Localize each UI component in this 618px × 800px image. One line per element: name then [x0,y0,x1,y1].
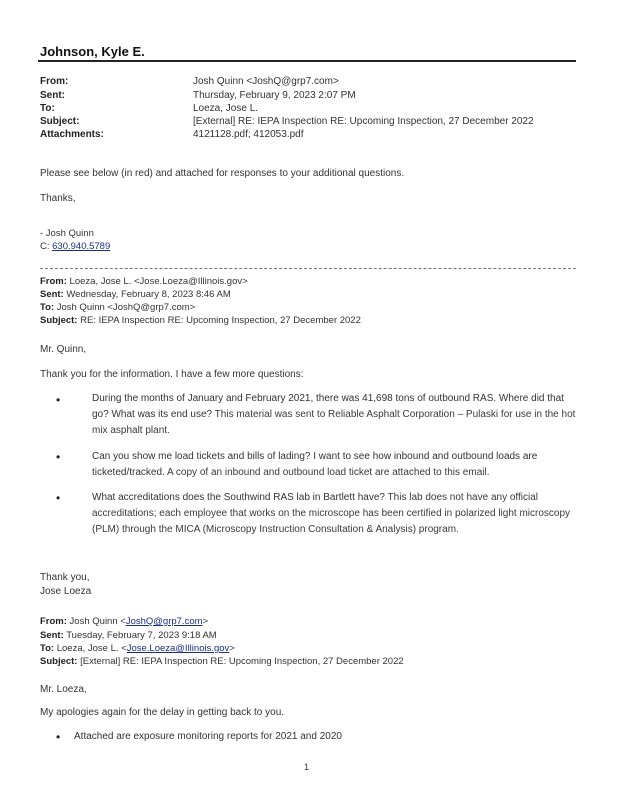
msg3-from-prefix: Josh Quinn < [66,616,126,627]
msg2-to-value: Josh Quinn <JoshQ@grp7.com> [54,302,196,313]
mailbox-owner: Johnson, Kyle E. [40,44,145,59]
msg2-to-label: To: [40,302,55,313]
message-separator [40,268,576,269]
msg2-closing: Thank you, [40,572,90,583]
header-divider [38,60,576,62]
to-value: Loeza, Jose L. [193,103,259,114]
msg2-sent-label: Sent: [40,289,64,300]
msg2-closing-name: Jose Loeza [40,586,92,597]
sent-label: Sent: [40,90,65,101]
signature-name: - Josh Quinn [40,228,94,239]
question-2 [92,449,582,481]
msg3-bullet-text: Attached are exposure monitoring reports for 2021 and 2020 [74,731,342,742]
msg3-greeting: Mr. Loeza, [40,684,87,695]
attachments-value[interactable]: 4121128.pdf; 412053.pdf [193,129,304,140]
msg2-to [40,302,195,313]
bullet-marker: • [56,450,61,464]
msg2-subject [40,315,361,326]
msg3-subject-value: [External] RE: IEPA Inspection RE: Upcoming Inspection, 27 December 2022 [77,656,404,667]
msg3-to [40,643,235,654]
from-value: Josh Quinn <JoshQ@grp7.com> [193,76,339,87]
msg2-intro: Thank you for the information. I have a few more questions: [40,369,304,380]
reply-intro: Please see below (in red) and attached for responses to your additional questions. [40,168,405,179]
msg3-to-email-link[interactable]: Jose.Loeza@Illinois.gov [126,643,230,654]
question-3 [92,490,582,538]
bullet-marker: • [56,730,61,744]
msg3-apology: My apologies again for the delay in getting back to you. [40,707,285,718]
msg2-greeting: Mr. Quinn, [40,344,87,355]
attachments-label: Attachments: [40,129,104,140]
question-2-text: Can you show me load tickets and bills of lading? I want to see how inbound and outbound loads are ticketed/tracked. [92,451,538,478]
msg3-sent [40,630,217,641]
msg2-sent-value: Wednesday, February 8, 2023 8:46 AM [63,289,231,300]
msg2-from-label: From: [40,276,67,287]
to-label: To: [40,103,55,114]
msg3-to-suffix: > [229,643,235,654]
question-1 [92,391,582,439]
bullet-marker: • [56,393,61,407]
question-1-text: During the months of January and February 2021, there was 41,698 tons of outbound RAS. Where did that go? What was its end use? [92,393,564,420]
msg3-to-prefix: Loeza, Jose L. < [54,643,127,654]
page-number: 1 [304,762,310,772]
msg2-from [40,276,248,287]
msg2-subject-value: RE: IEPA Inspection RE: Upcoming Inspection, 27 December 2022 [77,315,361,326]
msg3-subject-label: Subject: [40,656,78,667]
reply-thanks: Thanks, [40,193,76,204]
msg3-from-suffix: > [202,616,209,627]
signature-phone-link[interactable]: 630.940.5789 [52,241,111,252]
msg3-sent-value: Tuesday, February 7, 2023 9:18 AM [63,630,217,641]
answer-2-text: A copy of an inbound and outbound load ticket are attached to this email. [164,467,490,478]
bullet-marker: • [56,491,61,505]
answer-3-text: This lab does not have any official accreditations; each employee that works on the microscope has been certified in polarized light microscopy (PLM) through the MICA (Microscopy Instruction Consultation & Analysis) program. [92,492,571,535]
sent-value: Thursday, February 9, 2023 2:07 PM [193,90,356,101]
msg3-from-label: From: [40,616,67,627]
msg2-from-value: Loeza, Jose L. <Jose.Loeza@Illinois.gov> [66,276,248,287]
answer-1-text: This material was sent to Reliable Asphalt Corporation – Pulaski for use in the hot mix asphalt plant. [92,409,576,436]
signature-phone-line [40,241,110,252]
msg3-from-email-link[interactable]: JoshQ@grp7.com [125,616,203,627]
from-label: From: [40,76,69,87]
msg3-subject [40,656,404,667]
msg3-to-label: To: [40,643,55,654]
msg3-sent-label: Sent: [40,630,64,641]
signature-phone-prefix: C: [40,241,53,252]
subject-value: [External] RE: IEPA Inspection RE: Upcoming Inspection, 27 December 2022 [193,116,534,127]
subject-label: Subject: [40,116,80,127]
msg2-sent [40,289,231,300]
msg2-subject-label: Subject: [40,315,78,326]
msg3-from [40,616,208,627]
question-3-text: What accreditations does the Southwind RAS lab in Bartlett have? [92,492,385,503]
